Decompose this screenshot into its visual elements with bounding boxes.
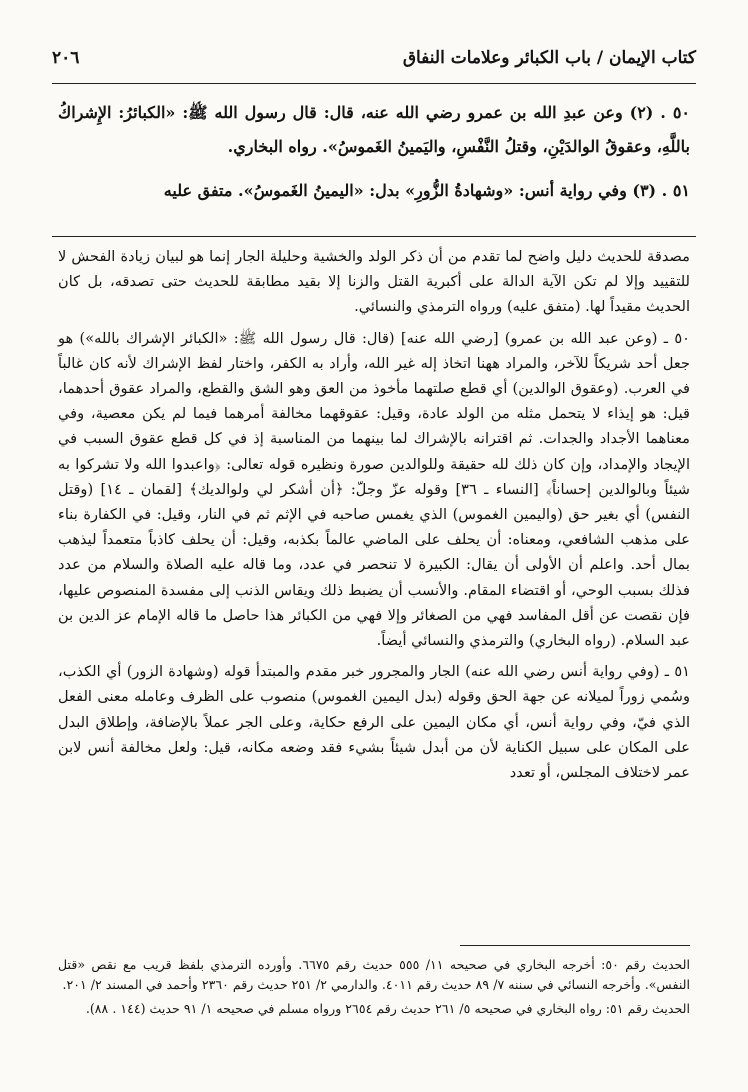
page-number: ٢٠٦ bbox=[52, 48, 80, 68]
commentary-paragraph-continuation: مصدقة للحديث دليل واضح لما تقدم من أن ذكر الولد والخشية وحليلة الجار إنما هو لبيان زيادة الفحش لا للتقييد وإلا لم تكن الآية الدالة على أكبرية القتل والزنا إلا بقيد مطابقة للحديث حتى تصدقه، بل كان الحديث مقيداً لها. (متفق عليه) ورواه الترمذي والنسائي. bbox=[58, 248, 690, 316]
footnote-rule bbox=[460, 945, 690, 946]
page-header bbox=[52, 48, 696, 68]
running-title: كتاب الإيمان / باب الكبائر وعلامات النفاق bbox=[402, 48, 696, 68]
footnote-50: الحديث رقم ٥٠: أخرجه البخاري في صحيحه ١١/ ٥٥٥ حديث رقم ٦٦٧٥. وأورده الترمذي بلفظ قريب مع نقص «قتل النفس». وأخرجه النسائي في سننه ٧/ ٨٩ حديث رقم ٤٠١١. والدارمي ٢/ ٢٥١ حديث رقم ٢٣٦٠ وأحمد في المسند ٢/ ٢٠١. bbox=[58, 957, 691, 992]
hadith-51: ٥١ . (٣) وفي رواية أنس: «وشهادةُ الزُّورِ» بدل: «اليمينُ الغَموسُ». متفق عليه bbox=[163, 181, 690, 200]
commentary-paragraph-50: ٥٠ ـ (وعن عبد الله بن عمرو) [رضي الله عنه] (قال: قال رسول الله ﷺ: «الكبائر الإشراك بالله») هو جعل أحد شريكاً للآخر، والمراد ههنا اتخاذ إله غير الله، وأراد به الكفر، واختار لفظ الإشراك لأنه كان غالباً في العرب. (وعقوق الوالدين) أي قطع صلتهما مأخوذ من العق وهو الشق والقطع، والمراد عقوق أحدهما، قيل: هو إيذاء لا يتحمل مثله من الولد عادة، وقيل: عقوقهما مخالفة أمرهما فيما لم يكن معصية، وفي معناهما الأجداد والجدات. ثم اقترانه بالإشراك لما بينهما من المناسبة إذ في كل قطع عقوق السبب في الإيجاد والإمداد، وإن كان ذلك لله حقيقة وللوالدين صورة ونظيره قوله تعالى: ﴿واعبدوا الله ولا تشركوا به شيئاً وبالوالدين إحساناً﴾ [النساء ـ ٣٦] وقوله عزّ وجلّ: ﴿أن أشكر لي ولوالديك﴾ [لقمان ـ ١٤] (وقتل النفس) أي بغير حق (واليمين الغموس) الذي يغمس صاحبه في الإثم ثم في النار، وقيل: في الكفارة بناء على مذهب الشافعي، ومعناه: أن يحلف على الماضي عالماً بكذبه، وقيل: أن يحلف كاذباً متعمداً ليذهب بمال أحد. واعلم أن الأولى أن يقال: الكبيرة لا تنحصر في عدد، وما قاله عليه الصلاة والسلام من عدد فذلك بسبب الوحي، أو اقتضاء المقام. والأنسب أن يضبط ذلك ويقاس الذنب إلى مفسدة المنصوص عليها، فإن نقصت عن أقل المفاسد فهي من الصغائر وإلا فهي من الكبائر هذا حاصل ما قاله الإمام عز الدين بن عبد السلام. (رواه البخاري) والترمذي والنسائي أيضاً. bbox=[58, 329, 690, 650]
hadith-text-block bbox=[58, 96, 690, 218]
header-rule bbox=[52, 83, 696, 84]
commentary-block bbox=[58, 244, 690, 791]
footnote-51: الحديث رقم ٥١: رواه البخاري في صحيحه ٥/ ٢٦١ حديث رقم ٢٦٥٤ ورواه مسلم في صحيحه ١/ ٩١ حديث (١٤٤ . ٨٨). bbox=[85, 1001, 690, 1016]
commentary-paragraph-51: ٥١ ـ (وفي رواية أنس رضي الله عنه) الجار والمجرور خبر مقدم والمبتدأ قوله (وشهادة الزور) أي الكذب، وسُمي زوراً لميلانه عن جهة الحق وقوله (بدل اليمين الغموس) منصوب على الظرف وعامله معنى الفعل الذي فيّ، وفي رواية أنس، أي مكان اليمين على الرفع حكاية، وعلى الجر عملاً بالإضافة، وإطلاق البدل على المكان على سبيل الكناية لأن من أبدل شيئاً بشيء فقد وضعه مكانه، قيل: ولعل مخالفة أنس لابن عمر لاختلاف المجلس، أو تعدد bbox=[58, 663, 690, 782]
hadith-separator-rule bbox=[52, 236, 696, 237]
footnotes-block bbox=[58, 955, 690, 1023]
hadith-50: ٥٠ . (٢) وعن عبدِ الله بن عمرو رضي الله عنه، قال: قال رسول الله ﷺ: «الكبائرُ: الإِشراكُ باللَّهِ، وعقوقُ الوالدَيْنِ، وقتلُ النَّفْسِ، واليَمينُ الغَموسُ». رواه البخاري. bbox=[58, 103, 691, 156]
